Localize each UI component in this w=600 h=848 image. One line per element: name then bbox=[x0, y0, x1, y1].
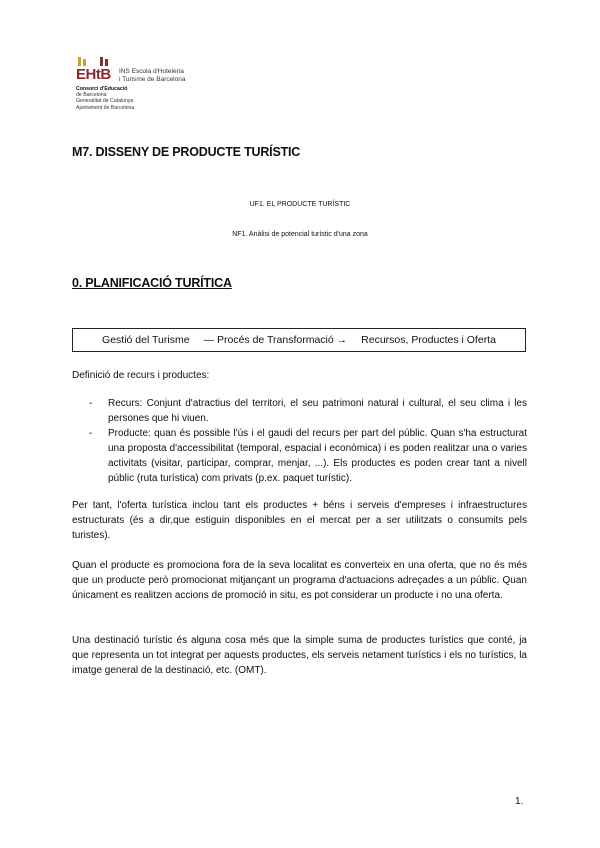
logo-mark: EHtB bbox=[76, 66, 111, 83]
list-dash: - bbox=[89, 398, 93, 409]
flow-step-transformation: — Procés de Transformació → bbox=[203, 334, 348, 346]
definition-text: Producte: quan és possible l'ús i el gaudi del recurs per part del públic. Quan s'ha estructurat una proposta d'accessibilitat (temporal, espacial i econòmica) i es poden realitzar una o varies activitats (visitar, participar, comprar, menjar, ...). Els productes es poden crear tant a nivell públic (ruta turística) com privats (p.ex. paquet turístic). bbox=[108, 428, 527, 484]
school-logo bbox=[76, 56, 216, 118]
flow-step-management: Gestió del Turisme bbox=[102, 334, 190, 346]
definition-item-producte bbox=[72, 426, 527, 486]
unit-title: UF1. EL PRODUCTE TURÍSTIC bbox=[249, 201, 351, 208]
logo-school-name: INS Escola d'Hoteleria i Turisme de Barcelona bbox=[119, 68, 186, 83]
module-title: M7. DISSENY DE PRODUCTE TURÍSTIC bbox=[72, 145, 301, 159]
definition-text: Recurs: Conjunt d'atractius del territori, el seu patrimoni natural i cultural, el seu clima i les persones que hi viuen. bbox=[108, 398, 527, 424]
paragraph-destination: Una destinació turístic és alguna cosa més que la simple suma de productes turístics que conté, ja que representa un tot integrat per aquests productes, els serveis netament turístics i els no turístics, la imatge general de la destinació, etc. (OMT). bbox=[72, 635, 527, 676]
flow-step-resources: Recursos, Productes i Oferta bbox=[361, 334, 496, 346]
paragraph-promotion: Quan el producte es promociona fora de la seva localitat es converteix en una oferta, que no és més que un producte però promocionat mitjançant un programa d'actuacions adreçades a un públic. Quan únicament es realitzen accions de promoció in situ, es pot considerar un producte i no una oferta. bbox=[72, 560, 527, 601]
page-number: 1. bbox=[515, 796, 524, 807]
section-title: 0. PLANIFICACIÓ TURÍTICA bbox=[72, 276, 232, 290]
list-dash: - bbox=[89, 428, 93, 439]
process-flow-box bbox=[72, 328, 526, 352]
definitions-list bbox=[72, 396, 527, 486]
paragraph-offer: Per tant, l'oferta turística inclou tant els productes + béns i serveis d'empreses i infraestructures estructurats (és a dir,que estiguin disponibles en el mercat per a ser utilitzats o consumits pels turistes). bbox=[72, 500, 527, 541]
logo-department: Consorci d'Educació de Barcelona Generalitat de Catalunya Ajuntament de Barcelona bbox=[76, 86, 135, 111]
definitions-intro: Definició de recurs i productes: bbox=[72, 370, 210, 381]
definition-item-recurs bbox=[72, 396, 527, 426]
nucleus-title: NF1. Anàlisi de potencial turístic d'una zona bbox=[232, 231, 368, 238]
